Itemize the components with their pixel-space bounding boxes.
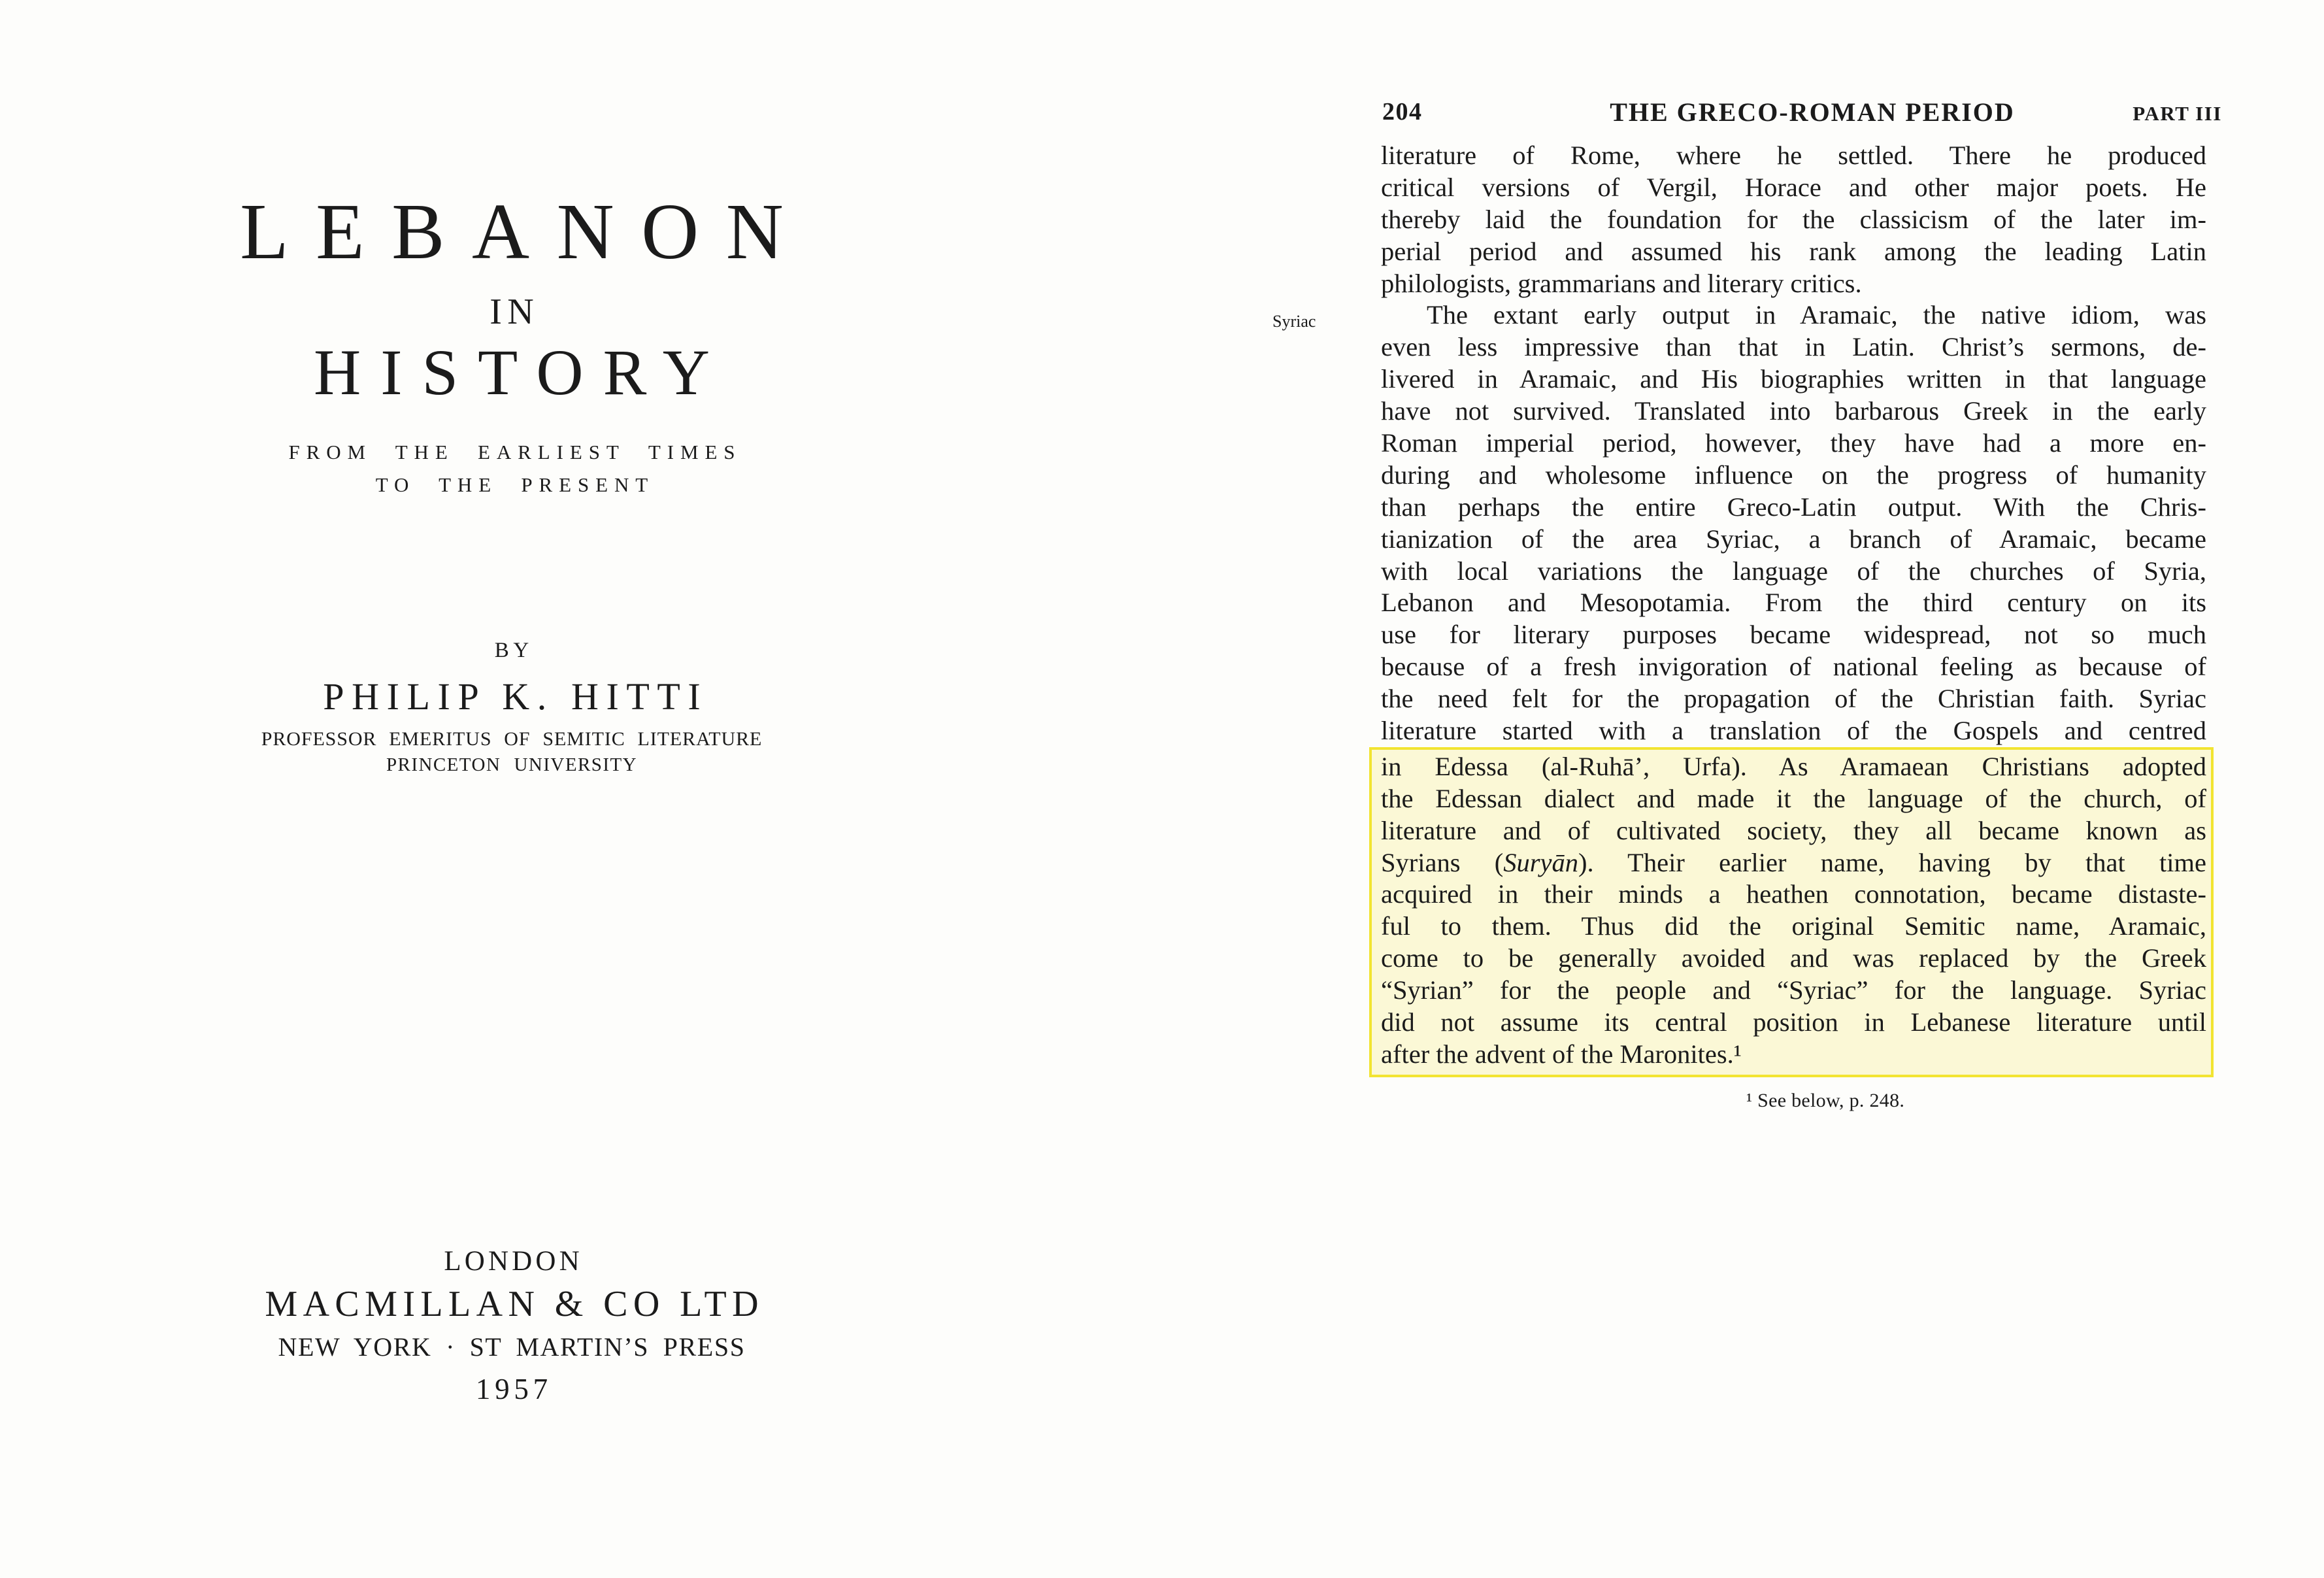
text-line: Syrians (Suryān). Their earlier name, having by that time: [1381, 847, 2206, 877]
publisher-city: LONDON: [444, 1246, 583, 1277]
publication-year: 1957: [475, 1373, 552, 1405]
paragraph-2: [1381, 299, 2206, 747]
author-title-line2: PRINCETON UNIVERSITY: [386, 754, 638, 775]
byline: BY: [494, 639, 533, 662]
book-title-line1: LEBANON: [240, 188, 811, 276]
text-line: even less impressive than that in Latin. Christ’s sermons, de-: [1381, 332, 2206, 362]
text-line: Roman imperial period, however, they have had a more en-: [1381, 428, 2206, 458]
text-line: philologists, grammarians and literary critics.: [1381, 268, 1862, 298]
text-line: come to be generally avoided and was replaced by the Greek: [1381, 943, 2206, 973]
text-line: the Edessan dialect and made it the language of the church, of: [1381, 783, 2206, 813]
part-label: PART III: [2133, 102, 2222, 125]
text-line: with local variations the language of the churches of Syria,: [1381, 556, 2206, 586]
text-line: “Syrian” for the people and “Syriac” for the language. Syriac: [1381, 975, 2206, 1005]
page-number: 204: [1382, 98, 1423, 126]
footnote: ¹ See below, p. 248.: [1746, 1090, 1905, 1111]
text-line: tianization of the area Syriac, a branch of Aramaic, became: [1381, 524, 2206, 554]
text-line: thereby laid the foundation for the classicism of the later im-: [1381, 204, 2206, 234]
text-line: critical versions of Vergil, Horace and other major poets. He: [1381, 172, 2206, 202]
book-title-line3: HISTORY: [313, 336, 730, 409]
text-line: than perhaps the entire Greco-Latin output. With the Chris-: [1381, 492, 2206, 522]
text-line: livered in Aramaic, and His biographies written in that language: [1381, 364, 2206, 394]
text-line: during and wholesome influence on the progress of humanity: [1381, 460, 2206, 490]
author-name: PHILIP K. HITTI: [323, 675, 708, 718]
publisher-line2: NEW YORK · ST MARTIN’S PRESS: [278, 1332, 746, 1362]
margin-note-syriac: Syriac: [1272, 312, 1316, 331]
text-line: did not assume its central position in Lebanese literature until: [1381, 1007, 2206, 1037]
running-header: THE GRECO-ROMAN PERIOD: [1610, 97, 2015, 127]
publisher-name: MACMILLAN & CO LTD: [265, 1284, 764, 1324]
book-subtitle-line2: TO THE PRESENT: [375, 473, 655, 496]
text-line: in Edessa (al-Ruhā’, Urfa). As Aramaean Christians adopted: [1381, 751, 2206, 781]
highlight-box: [1369, 747, 2214, 1077]
text-line: use for literary purposes became widespread, not so much: [1381, 620, 2206, 650]
text-line: ful to them. Thus did the original Semitic name, Aramaic,: [1381, 911, 2206, 941]
text-line: the need felt for the propagation of the Christian faith. Syriac: [1381, 684, 2206, 714]
text-line: The extant early output in Aramaic, the native idiom, was: [1427, 300, 2206, 330]
paragraph-1: [1381, 140, 2206, 299]
text-line: literature and of cultivated society, they all became known as: [1381, 815, 2206, 845]
book-title-line2: IN: [490, 292, 540, 332]
text-line: because of a fresh invigoration of national feeling as because of: [1381, 652, 2206, 682]
author-title-line1: PROFESSOR EMERITUS OF SEMITIC LITERATURE: [261, 728, 763, 750]
body-text-column: [1381, 140, 2206, 1077]
text-line: after the advent of the Maronites.¹: [1381, 1039, 1742, 1069]
book-subtitle-line1: FROM THE EARLIEST TIMES: [288, 441, 742, 463]
text-line: Lebanon and Mesopotamia. From the third century on its: [1381, 588, 2206, 618]
text-line: perial period and assumed his rank among the leading Latin: [1381, 236, 2206, 266]
text-line: literature of Rome, where he settled. There he produced: [1381, 141, 2206, 170]
text-line: have not survived. Translated into barbarous Greek in the early: [1381, 396, 2206, 426]
text-line: acquired in their minds a heathen connotation, became distaste-: [1381, 879, 2206, 909]
text-line: literature started with a translation of the Gospels and centred: [1381, 716, 2206, 746]
